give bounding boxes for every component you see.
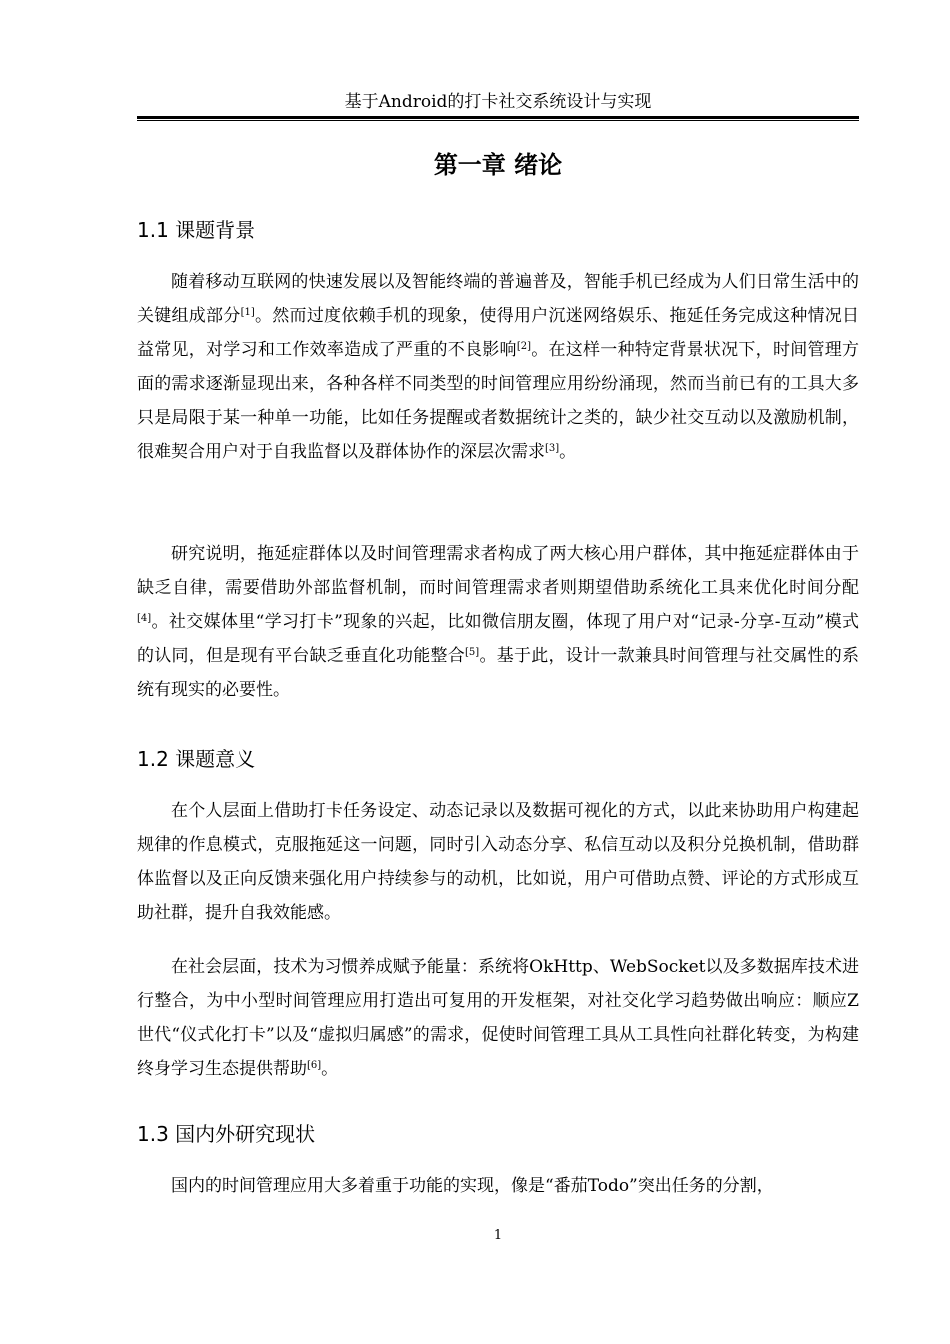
paragraph-text: 。然而过度依赖手机的现象，使得用户沉迷网络娱乐、拖延任务完成这种情况日益常见，对学习和工作效率造成了严重的不良影响 <box>137 306 860 360</box>
paragraph-1-2-b <box>137 950 859 1086</box>
paragraph-text: 在个人层面上借助打卡任务设定、动态记录以及数据可视化的方式，以此来协助用户构建起规律的作息模式，克服拖延这一问题，同时引入动态分享、私信互动以及积分兑换机制，借助群体监督以及正向反馈来强化用户持续参与的动机，比如说，用户可借助点赞、评论的方式形成互助社群，提升自我效能感。 <box>137 801 859 923</box>
citation-ref: [1] <box>240 307 255 318</box>
header-rule <box>137 116 859 121</box>
section-title-1-1: 1.1 课题背景 <box>137 218 256 242</box>
section-title-1-2: 1.2 课题意义 <box>137 747 256 771</box>
paragraph-text: 随着移动互联网的快速发展以及智能终端的普遍普及，智能手机已经成为人们日常生活中的关键组成部分 <box>137 272 859 326</box>
paragraph-text: 在社会层面，技术为习惯养成赋予能量：系统将OkHttp、WebSocket以及多数据库技术进行整合，为中小型时间管理应用打造出可复用的开发框架，对社交化学习趋势做出响应：顺应Z世代“仪式化打卡”以及“虚拟归属感”的需求，促使时间管理工具从工具性向社群化转变，为构建终身学习生态提供帮助 <box>137 957 859 1079</box>
citation-ref: [3] <box>545 443 560 454</box>
paragraph-1-2-a <box>137 794 859 930</box>
citation-ref: [5] <box>465 647 480 658</box>
citation-ref: [4] <box>137 613 152 624</box>
section-title-1-3: 1.3 国内外研究现状 <box>137 1122 316 1146</box>
page-number: 1 <box>493 1228 503 1243</box>
paragraph-text: 。社交媒体里“学习打卡”现象的兴起，比如微信朋友圈，体现了用户对“记录-分享-互动”模式的认同，但是现有平台缺乏垂直化功能整合 <box>137 612 859 666</box>
citation-ref: [6] <box>307 1060 322 1071</box>
running-header: 基于Android的打卡社交系统设计与实现 <box>344 92 652 112</box>
paragraph-text: 国内的时间管理应用大多着重于功能的实现，像是“番茄Todo”突出任务的分割， <box>171 1176 774 1196</box>
paragraph-1-3-a <box>137 1169 859 1203</box>
paragraph-text: 研究说明，拖延症群体以及时间管理需求者构成了两大核心用户群体，其中拖延症群体由于缺乏自律，需要借助外部监督机制，而时间管理需求者则期望借助系统化工具来优化时间分配 <box>137 544 859 598</box>
chapter-title: 第一章 绪论 <box>433 151 563 179</box>
citation-ref: [2] <box>516 341 531 352</box>
paragraph-text: 。基于此，设计一款兼具时间管理与社交属性的系统有现实的必要性。 <box>137 646 860 700</box>
paragraph-text: 。 <box>559 442 577 462</box>
paragraph-1-1-b <box>137 537 859 707</box>
paragraph-text: 。在这样一种特定背景状况下，时间管理方面的需求逐渐显现出来，各种各样不同类型的时间管理应用纷纷涌现，然而当前已有的工具大多只是局限于某一种单一功能，比如任务提醒或者数据统计之类的，缺少社交互动以及激励机制，很难契合用户对于自我监督以及群体协作的深层次需求 <box>137 340 860 462</box>
paragraph-text: 。 <box>321 1059 339 1079</box>
paragraph-1-1-a <box>137 265 859 469</box>
